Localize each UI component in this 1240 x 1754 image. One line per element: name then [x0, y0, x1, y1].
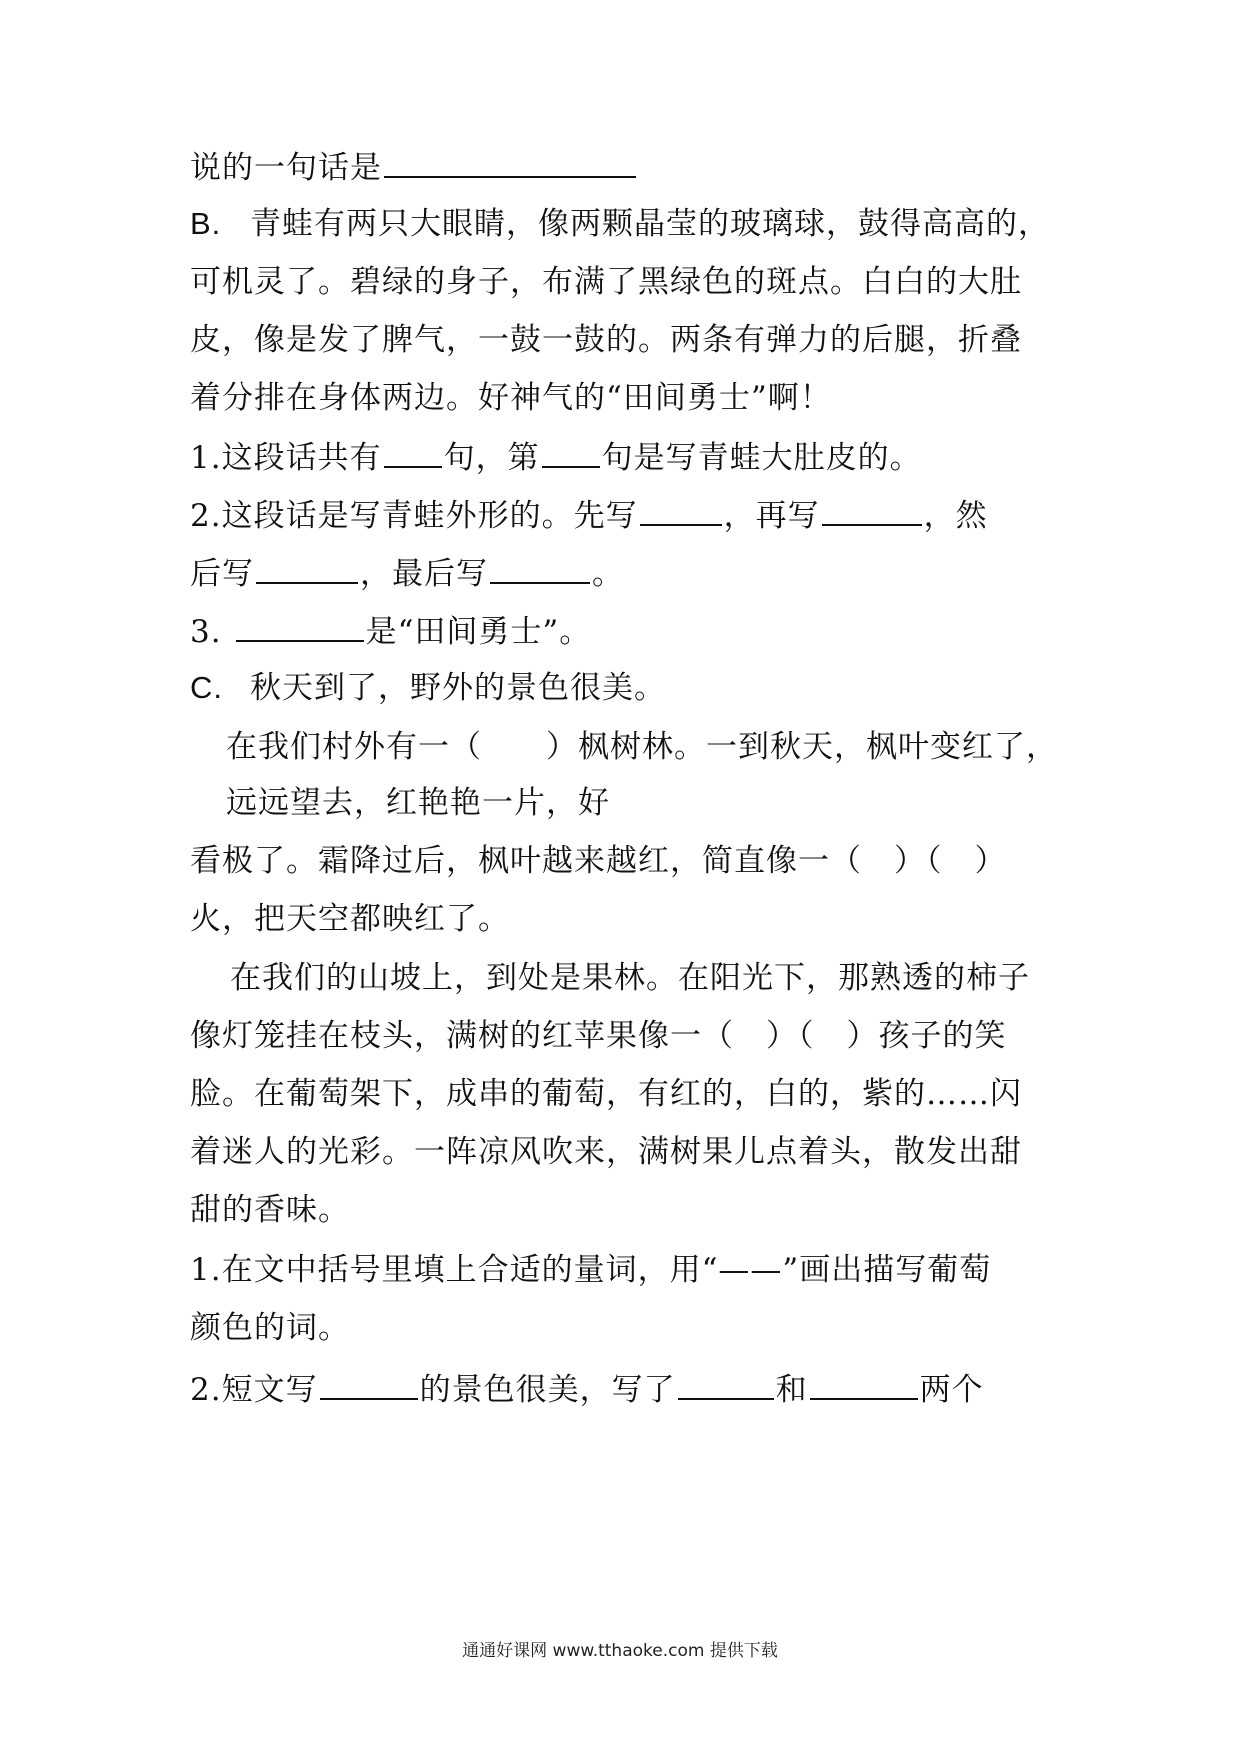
line-text: 甜的香味。 — [190, 1192, 350, 1228]
answer-blank — [256, 552, 358, 584]
question-text: 1.这段话共有 — [190, 440, 382, 476]
passage-b-first-line — [190, 204, 1050, 244]
question-text: 是“田间勇士”。 — [365, 614, 592, 650]
question-text: 2.短文写 — [190, 1372, 318, 1408]
text-line — [230, 958, 1030, 998]
answer-blank — [678, 1368, 774, 1400]
question-text: ，最后写 — [360, 556, 488, 592]
text-line — [190, 841, 1007, 881]
line-text: 在我们的山坡上，到处是果林。在阳光下，那熟透的柿子 — [230, 960, 1030, 996]
text-line — [190, 320, 1022, 360]
answer-blank — [236, 610, 364, 642]
answer-blank — [822, 494, 922, 526]
text-line — [190, 1190, 350, 1230]
question-text: 颜色的词。 — [190, 1310, 350, 1346]
text-line — [190, 146, 638, 188]
question-text: 。 — [592, 556, 624, 592]
question-text: 1.在文中括号里填上合适的量词，用“——”画出描写葡萄 — [190, 1252, 992, 1288]
question-text: 的景色很美，写了 — [419, 1372, 676, 1408]
question-b2-cont — [190, 552, 624, 594]
answer-blank — [810, 1368, 918, 1400]
page-footer: 通通好课网 www.tthaoke.com 提供下载 — [462, 1641, 778, 1661]
passage-c-heading — [190, 668, 666, 708]
line-text: 着迷人的光彩。一阵凉风吹来，满树果儿点着头，散发出甜 — [190, 1134, 1022, 1170]
text-line — [190, 1074, 1022, 1114]
text-line — [190, 1016, 1007, 1056]
answer-blank — [490, 552, 590, 584]
question-c2 — [190, 1368, 984, 1410]
line-text: 脸。在葡萄架下，成串的葡萄，有红的，白的，紫的……闪 — [190, 1076, 1022, 1112]
text-line — [190, 378, 832, 418]
section-label-b: B. — [190, 206, 222, 241]
text-line — [190, 1132, 1022, 1172]
question-text: 句，第 — [443, 440, 540, 476]
line-text: 火，把天空都映红了。 — [190, 901, 510, 937]
line-text: 青蛙有两只大眼睛，像两颗晶莹的玻璃球，鼓得高高的， — [250, 206, 1050, 242]
answer-blank — [384, 436, 442, 468]
line-text: 可机灵了。碧绿的身子，布满了黑绿色的斑点。白白的大肚 — [190, 264, 1022, 300]
line-text: 看极了。霜降过后，枫叶越来越红，简直像一（ ）（ ） — [190, 843, 1007, 879]
section-label-c: C. — [190, 670, 223, 705]
question-text: 后写 — [190, 556, 254, 592]
question-c1 — [190, 1250, 991, 1290]
text-line — [190, 899, 510, 939]
line-text: 秋天到了，野外的景色很美。 — [250, 670, 666, 706]
question-text: 2.这段话是写青蛙外形的。先写 — [190, 498, 638, 534]
question-text: 两个 — [919, 1372, 984, 1408]
question-b1 — [190, 436, 922, 478]
question-b3 — [190, 610, 591, 652]
line-text: 皮，像是发了脾气，一鼓一鼓的。两条有弹力的后腿，折叠 — [190, 322, 1022, 358]
line-text: 着分排在身体两边。好神气的“田间勇士”啊！ — [190, 380, 832, 416]
question-text: 句是写青蛙大肚皮的。 — [601, 440, 922, 476]
question-text: ，再写 — [723, 498, 820, 534]
answer-blank — [384, 146, 636, 178]
question-c1-cont — [190, 1308, 350, 1348]
question-text: 和 — [775, 1372, 808, 1408]
question-text: ，然 — [923, 498, 988, 534]
answer-blank — [640, 494, 722, 526]
line-text: 远远望去，红艳艳一片，好 — [226, 785, 610, 821]
text-line — [226, 727, 1058, 767]
text-line — [226, 783, 610, 823]
line-text: 像灯笼挂在枝头，满树的红苹果像一（ ）（ ）孩子的笑 — [190, 1018, 1007, 1054]
line-text: 在我们村外有一（ ）枫树林。一到秋天，枫叶变红了， — [226, 729, 1058, 765]
question-b2 — [190, 494, 988, 536]
question-text: 3. — [190, 614, 222, 650]
answer-blank — [320, 1368, 418, 1400]
answer-blank — [542, 436, 600, 468]
text-line — [190, 262, 1022, 302]
line-text: 说的一句话是 — [190, 150, 382, 186]
